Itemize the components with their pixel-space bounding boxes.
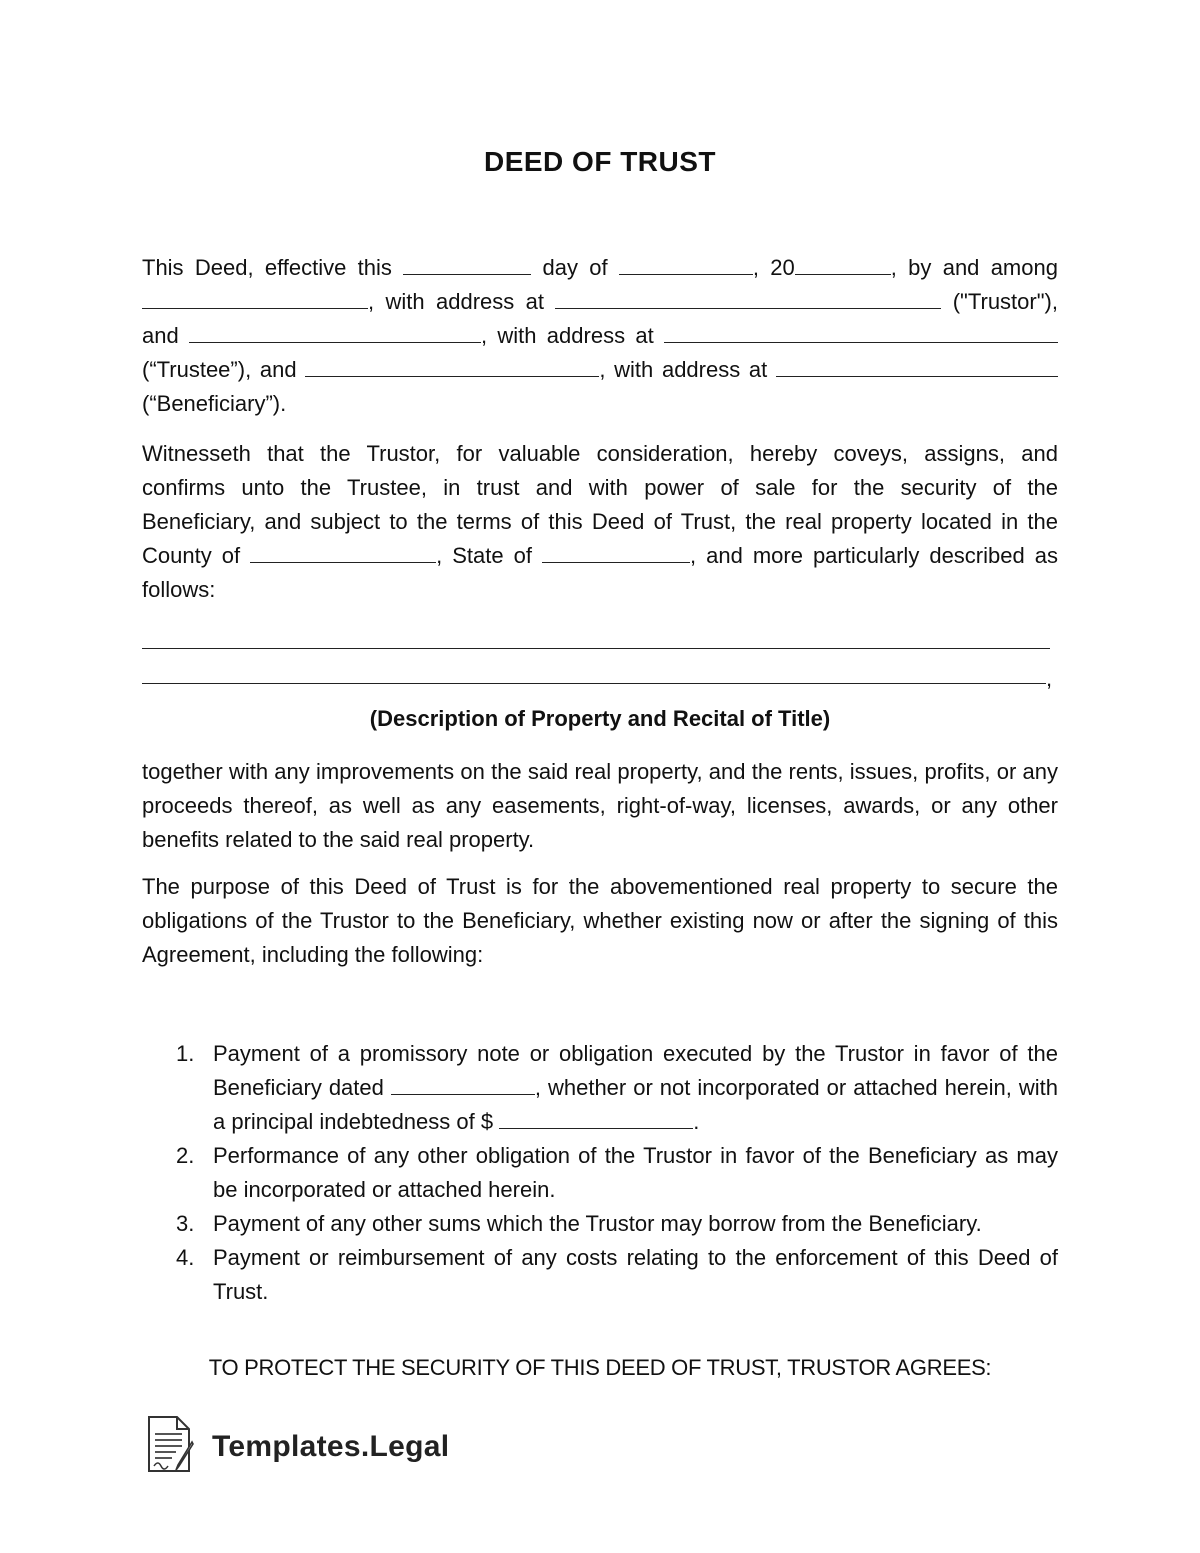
description-line-1 xyxy=(142,648,1050,649)
witness-paragraph xyxy=(142,437,1058,607)
together-paragraph: together with any improvements on the said real property, and the rents, issues, profits, or any proceeds thereof, as well as any easements, right-of-way, licenses, awards, or any other benefits related to the said real property. xyxy=(142,759,1058,852)
intro-text: , with address at xyxy=(481,323,654,348)
intro-text: , with address at xyxy=(368,289,544,314)
list-text: Performance of any other obligation of the Trustor in favor of the Beneficiary as may be incorporated or attached herein. xyxy=(213,1143,1058,1202)
day-blank xyxy=(403,252,531,275)
trustee-address-blank xyxy=(664,320,1058,343)
list-text: Payment of a promissory note or obligation executed by the Trustor in favor of the Beneficiary dated xyxy=(213,1041,1058,1100)
beneficiary-address-blank xyxy=(776,354,1058,377)
list-number: 2. xyxy=(176,1143,195,1168)
intro-text: and xyxy=(142,323,179,348)
witness-text: County of xyxy=(142,543,241,568)
document-title: DEED OF TRUST xyxy=(483,146,717,177)
list-text: Payment of any other sums which the Trustor may borrow from the Beneficiary. xyxy=(213,1211,982,1236)
beneficiary-name-blank xyxy=(305,354,599,377)
description-caption: (Description of Property and Recital of Title) xyxy=(369,706,831,731)
intro-text: day of xyxy=(542,255,608,280)
intro-text: ("Trustor"), xyxy=(952,289,1058,314)
intro-line-4 xyxy=(142,353,1058,387)
witness-line-5: follows: xyxy=(142,577,216,602)
month-blank xyxy=(619,252,753,275)
intro-line-2 xyxy=(142,285,1058,319)
protect-heading: TO PROTECT THE SECURITY OF THIS DEED OF TRUST, TRUSTOR AGREES: xyxy=(208,1355,992,1380)
obligations-list xyxy=(142,1037,1058,1309)
templates-legal-logo xyxy=(146,1414,449,1479)
list-text: . xyxy=(693,1109,700,1134)
witness-line-1: Witnesseth that the Trustor, for valuable consideration, hereby coveys, assigns, and xyxy=(142,441,1058,466)
date-blank xyxy=(391,1072,535,1095)
trustor-address-blank xyxy=(555,286,941,309)
intro-line-1 xyxy=(142,251,1058,285)
list-text: , whether or not incorporated or attached herein, with a principal indebtedness of $ xyxy=(213,1075,1058,1134)
year-blank xyxy=(795,252,891,275)
list-number: 4. xyxy=(176,1245,195,1270)
list-number: 3. xyxy=(176,1211,195,1236)
list-item xyxy=(142,1139,1058,1207)
intro-text: This Deed, effective this xyxy=(142,255,392,280)
intro-text: , by and among xyxy=(890,255,1058,280)
witness-line-3: Beneficiary, and subject to the terms of this Deed of Trust, the real property located in the xyxy=(142,509,1058,534)
list-number: 1. xyxy=(176,1041,195,1066)
intro-text: (“Trustee”), and xyxy=(142,357,297,382)
intro-paragraph xyxy=(142,251,1058,421)
state-blank xyxy=(542,540,690,563)
document-pen-icon xyxy=(146,1414,198,1479)
intro-line-5: (“Beneficiary”). xyxy=(142,391,287,416)
trustee-name-blank xyxy=(189,320,481,343)
logo-text: Templates.Legal xyxy=(212,1429,450,1463)
description-end-comma: , xyxy=(1046,666,1053,691)
list-item xyxy=(142,1207,1058,1241)
witness-text: , State of xyxy=(436,543,532,568)
intro-line-3 xyxy=(142,319,1058,353)
amount-blank xyxy=(499,1106,693,1129)
intro-text: , with address at xyxy=(599,357,768,382)
list-text: Payment or reimbursement of any costs relating to the enforcement of this Deed of Trust. xyxy=(213,1245,1058,1304)
intro-text: , 20 xyxy=(752,255,795,280)
witness-line-2: confirms unto the Trustee, in trust and with power of sale for the security of the xyxy=(142,475,1058,500)
witness-line-4 xyxy=(142,539,1058,573)
description-line-2 xyxy=(142,683,1046,684)
list-item xyxy=(142,1241,1058,1309)
county-blank xyxy=(250,540,436,563)
witness-text: , and more particularly described as xyxy=(689,543,1058,568)
list-item xyxy=(142,1037,1058,1139)
purpose-paragraph: The purpose of this Deed of Trust is for the abovementioned real property to secure the obligations of the Trustor to the Beneficiary, whether existing now or after the signing of this Agreement, including the following: xyxy=(142,874,1058,967)
trustor-name-blank xyxy=(142,286,368,309)
